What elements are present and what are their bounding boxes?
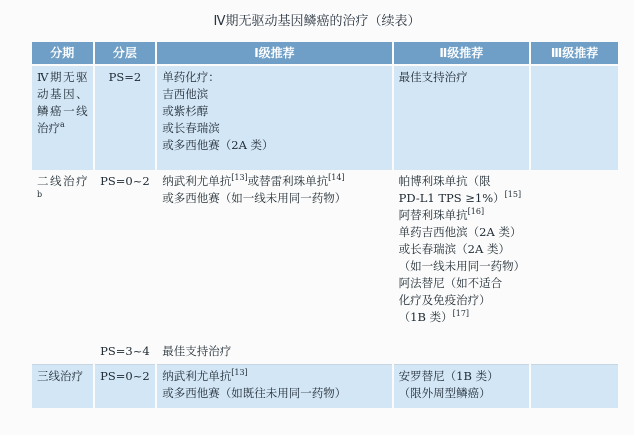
grade3-cell [531,170,618,340]
grade3-cell [531,364,618,408]
grade2-cell [394,340,529,364]
stage-cell: Ⅳ期无驱动基因、鳞癌一线治疗$^a$ [32,66,93,170]
strata-cell: PS=2 [95,66,156,170]
grade1-cell: 纳武利尤单抗[13] 或多西他赛（如既往未用同一药物） [157,364,391,408]
header-grade1: Ⅰ级推荐 [157,42,391,66]
table-row [32,170,618,340]
stage-cell: 三线治疗 [32,364,93,408]
grade3-cell [531,340,618,364]
header-row [32,42,618,66]
treatment-table [30,42,620,408]
strata-cell: PS=0~2 [100,174,150,188]
grade3-cell [531,66,618,170]
grade2-cell: 帕博利珠单抗（限 PD-L1 TPS ≥1%）[15] 阿替利珠单抗[16] 单药吉西他滨（2A 类） 或长春瑞滨（2A 类） （如一线未用同一药物） 阿法替尼（如不适合 化疗及免疫治疗） （1B 类）[17] [398,174,526,324]
strata-cell: PS=0~2 [95,364,156,408]
grade2-cell: 最佳支持治疗 [394,66,529,170]
header-stage: 分期 [32,42,93,66]
grade1-cell: 单药化疗： 吉西他滨 或紫杉醇 或长春瑞滨 或多西他赛（2A 类） [157,66,391,170]
stage-cell: 二线治疗$^b$ [37,174,88,200]
grade1-cell: 最佳支持治疗 [162,344,232,358]
stage-cell [32,340,93,364]
table-row [32,364,618,408]
header-strata: 分层 [95,42,156,66]
grade1-cell: 纳武利尤单抗[13]或替雷利珠单抗[14] 或多西他赛（如一线未用同一药物） [162,173,347,205]
header-grade3: Ⅲ级推荐 [531,42,618,66]
table-title: Ⅳ期无驱动基因鳞癌的治疗（续表） [213,14,421,29]
header-grade2: Ⅱ级推荐 [394,42,529,66]
table-row [32,66,618,170]
strata-cell: PS=3~4 [100,344,150,358]
table-row [32,340,618,364]
grade2-cell: 安罗替尼（1B 类） （限外周型鳞癌） [394,364,529,408]
